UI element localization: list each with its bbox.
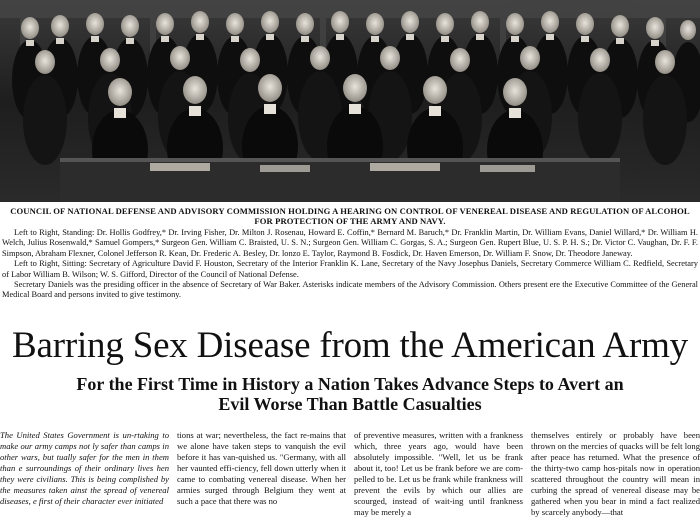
column-text: The United States Government is un-rtaking to make our army camps not ly safer than camps in other wars, but tually safer for the men in them than e surroundings of their ordinary lives hen they were civilians. This is being complished by the measures taken ainst the spread of venereal diseases, e first of their character ever initiated [0,430,169,506]
article-columns [0,430,700,527]
photo-caption [2,228,698,301]
column-text: themselves entirely or probably have been thrown on the mercies of quacks will be felt long after peace has returned. What the presence of the thirty-two camp hos-pitals now in operation scattered throughout the country will mean in curbing the spread of venereal disease may be gathered when you bear in mind a fact realized by scarcely anybody—that [531,430,700,517]
column-text: tions at war; nevertheless, the fact re-mains that we alone have taken steps to vanquish the evil before it has van-quished us. "Germany, with all her vaunted effi-ciency, fell down utterly when it came to combating venereal disease. When her armies surged through Belgium they went at such a pace that there was no [177,430,346,506]
article-column-4 [531,430,700,527]
photo-caption-title: COUNCIL OF NATIONAL DEFENSE AND ADVISORY COMMISSION HOLDING A HEARING ON CONTROL OF VENEREAL DISEASE AND REGULATION OF ALCOHOL FOR PROTECTION OF THE ARMY AND NAVY. [10,206,690,226]
column-text: of preventive measures, written with a frankness which, three years ago, would have been absolutely impossible. "Well, let us be frank about it, too! Let us be frank before we are com-pelled to be. Let us be frank while frankness will prevent the evils by which our allies are scourged, instead of wait-ing until frankness may be merely a [354,430,523,517]
photograph-illustration [0,0,700,202]
hearing-photograph [0,0,700,202]
article-subhead: For the First Time in History a Nation Takes Advance Steps to Avert an Evil Worse Than Battle Casualties [76,374,624,414]
caption-standing: Left to Right, Standing: Dr. Hollis Godfrey,* Dr. Irving Fisher, Dr. Milton J. Rosenau, Howard E. Coffin,* Bernard M. Baruch,* Dr. Franklin Martin, Dr. William Evans, Daniel Willard,* Dr. William H. Welch, Julius Rosenwald,* Samuel Gompers,* Surgeon Gen. William C. Braisted, U. S. N.; Surgeon Gen. William C. Gorgas, S. A.; Surgeon Gen. Rupert Blue, U. S. P. H. S.; Dr. Victor C. Vaughan, Dr. F. F. Simpson, Abraham Flexner, Colonel Jefferson R. Kean, Dr. Frederic A. Besley, Dr. lonzo E. Taylor, Raymond B. Fosdick, Dr. Haven Emerson, Dr. William F. Snow, Dr. Theodore Janeway. [2,228,698,258]
article-headline: Barring Sex Disease from the American Army [12,325,688,366]
article-column-2 [177,430,346,527]
article-column-1 [0,430,169,527]
caption-note: Secretary Daniels was the presiding officer in the absence of Secretary of War Baker. Asterisks indicate members of the Advisory Commission. Others present ere the Executive Committee of the General Medical Board and persons invited to give testimony. [2,280,698,300]
article-column-3 [354,430,523,527]
caption-sitting: Left to Right, Sitting: Secretary of Agriculture David F. Houston, Secretary of the Interior Franklin K. Lane, Secretary of the Navy Josephus Daniels, Secretary Commerce William C. Redfield, Secretary of Labor William B. Wilson; W. S. Gifford, Director of the Council of National Defense. [2,259,698,279]
